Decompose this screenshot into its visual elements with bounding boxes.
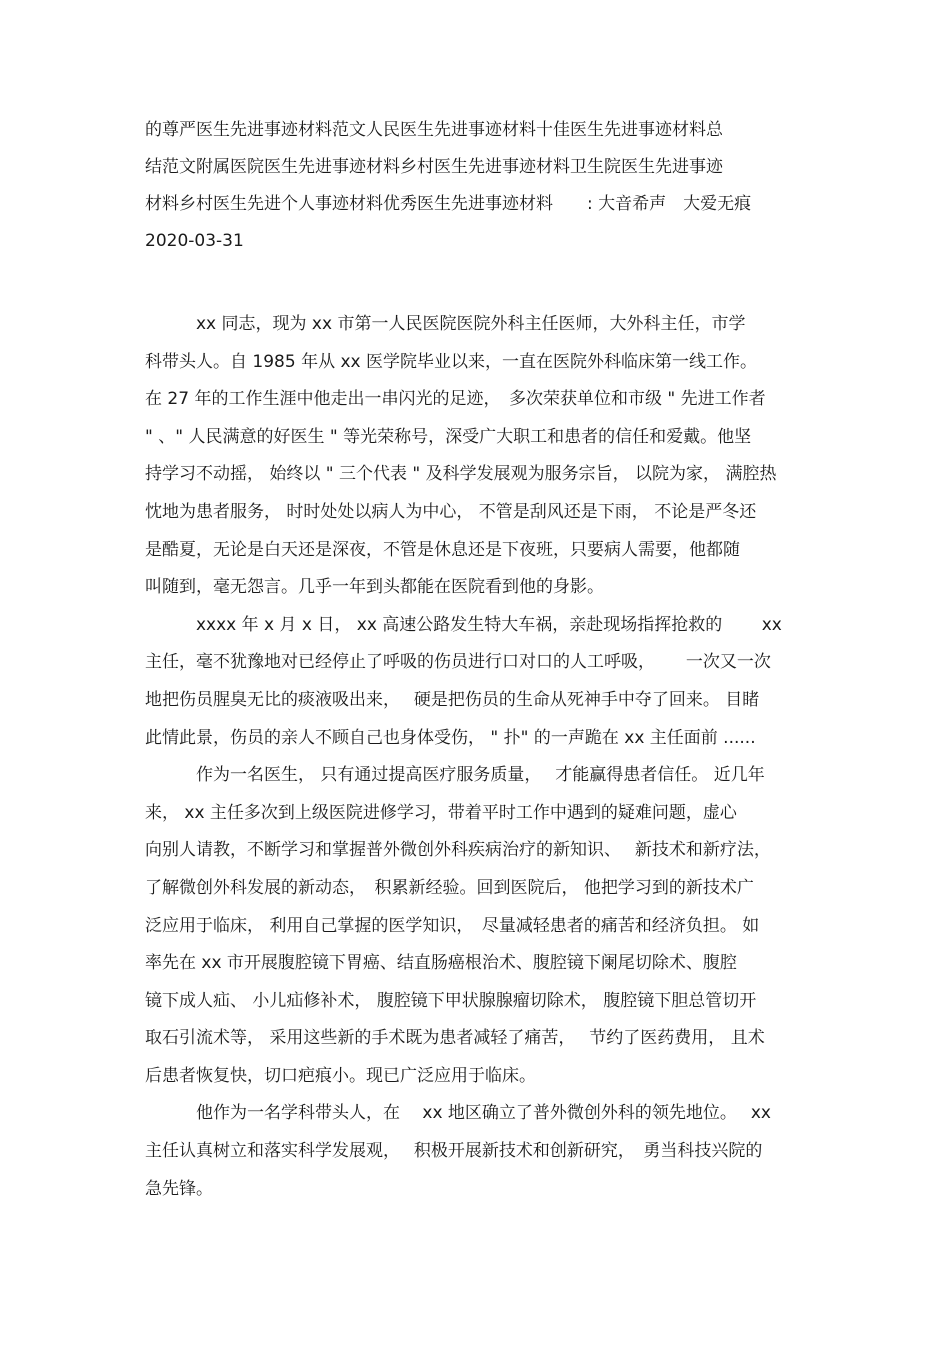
document-header: [145, 120, 810, 268]
body-line: 率先在 xx 市开展腹腔镜下胃癌、结直肠癌根治术、腹腔镜下阑尾切除术、腹腔: [145, 953, 737, 974]
body-line: 向别人请教，不断学习和掌握普外微创外科疾病治疗的新知识、 新技术和新疗法，: [145, 840, 771, 861]
body-line: 急先锋。: [145, 1178, 213, 1199]
body-line: 镜下成人疝、 小儿疝修补术， 腹腔镜下甲状腺腺瘤切除术， 腹腔镜下胆总管切开: [145, 990, 757, 1011]
title-line: 的尊严医生先进事迹材料范文人民医生先进事迹材料十佳医生先进事迹材料总: [145, 120, 723, 140]
body-line: 主任认真树立和落实科学发展观， 积极开展新技术和创新研究， 勇当科技兴院的: [145, 1141, 763, 1162]
document-date: 2020-03-31: [145, 231, 244, 251]
body-line: 主任，毫不犹豫地对已经停止了呼吸的伤员进行口对口的人工呼吸， 一次又一次: [145, 652, 771, 673]
document-body: [145, 314, 810, 1216]
body-line: " 、" 人民满意的好医生 " 等光荣称号，深受广大职工和患者的信任和爱戴。他坚: [145, 426, 752, 447]
body-line: 作为一名医生， 只有通过提高医疗服务质量， 才能赢得患者信任。 近几年: [145, 765, 765, 786]
body-line: 科带头人。自 1985 年从 xx 医学院毕业以来，一直在医院外科临床第一线工作。: [145, 351, 757, 372]
body-line: 泛应用于临床， 利用自己掌握的医学知识， 尽量减轻患者的痛苦和经济负担。 如: [145, 915, 760, 936]
body-line: 持学习不动摇， 始终以 " 三个代表 " 及科学发展观为服务宗旨， 以院为家， 满腔热: [145, 464, 777, 485]
body-line: 他作为一名学科带头人，在 xx 地区确立了普外微创外科的领先地位。 xx: [145, 1103, 771, 1124]
title-line: 材料乡村医生先进个人事迹材料优秀医生先进事迹材料 : 大音希声 大爱无痕: [145, 194, 752, 214]
body-line: 此情此景，伤员的亲人不顾自己也身体受伤， " 扑" 的一声跪在 xx 主任面前 ......: [145, 727, 756, 748]
body-line: 了解微创外科发展的新动态， 积累新经验。回到医院后， 他把学习到的新技术广: [145, 877, 754, 898]
body-line: xxxx 年 x 月 x 日， xx 高速公路发生特大车祸，亲赴现场指挥抢救的 xx: [145, 614, 782, 635]
body-line: 忱地为患者服务， 时时处处以病人为中心， 不管是刮风还是下雨， 不论是严冬还: [145, 501, 757, 522]
body-line: 后患者恢复快，切口疤痕小。现已广泛应用于临床。: [145, 1065, 536, 1086]
body-line: 是酷夏，无论是白天还是深夜，不管是休息还是下夜班，只要病人需要，他都随: [145, 539, 740, 560]
title-line: 结范文附属医院医生先进事迹材料乡村医生先进事迹材料卫生院医生先进事迹: [145, 157, 723, 177]
body-line: 来， xx 主任多次到上级医院进修学习，带着平时工作中遇到的疑难问题，虚心: [145, 802, 737, 823]
body-line: 叫随到，毫无怨言。几乎一年到头都能在医院看到他的身影。: [145, 577, 604, 598]
body-line: 取石引流术等， 采用这些新的手术既为患者减轻了痛苦， 节约了医药费用， 且术: [145, 1028, 765, 1049]
body-line: 地把伤员腥臭无比的痰液吸出来， 硬是把伤员的生命从死神手中夺了回来。 目睹: [145, 689, 760, 710]
body-line: xx 同志，现为 xx 市第一人民医院医院外科主任医师，大外科主任，市学: [145, 314, 746, 334]
body-line: 在 27 年的工作生涯中他走出一串闪光的足迹， 多次荣获单位和市级 " 先进工作者: [145, 389, 766, 410]
